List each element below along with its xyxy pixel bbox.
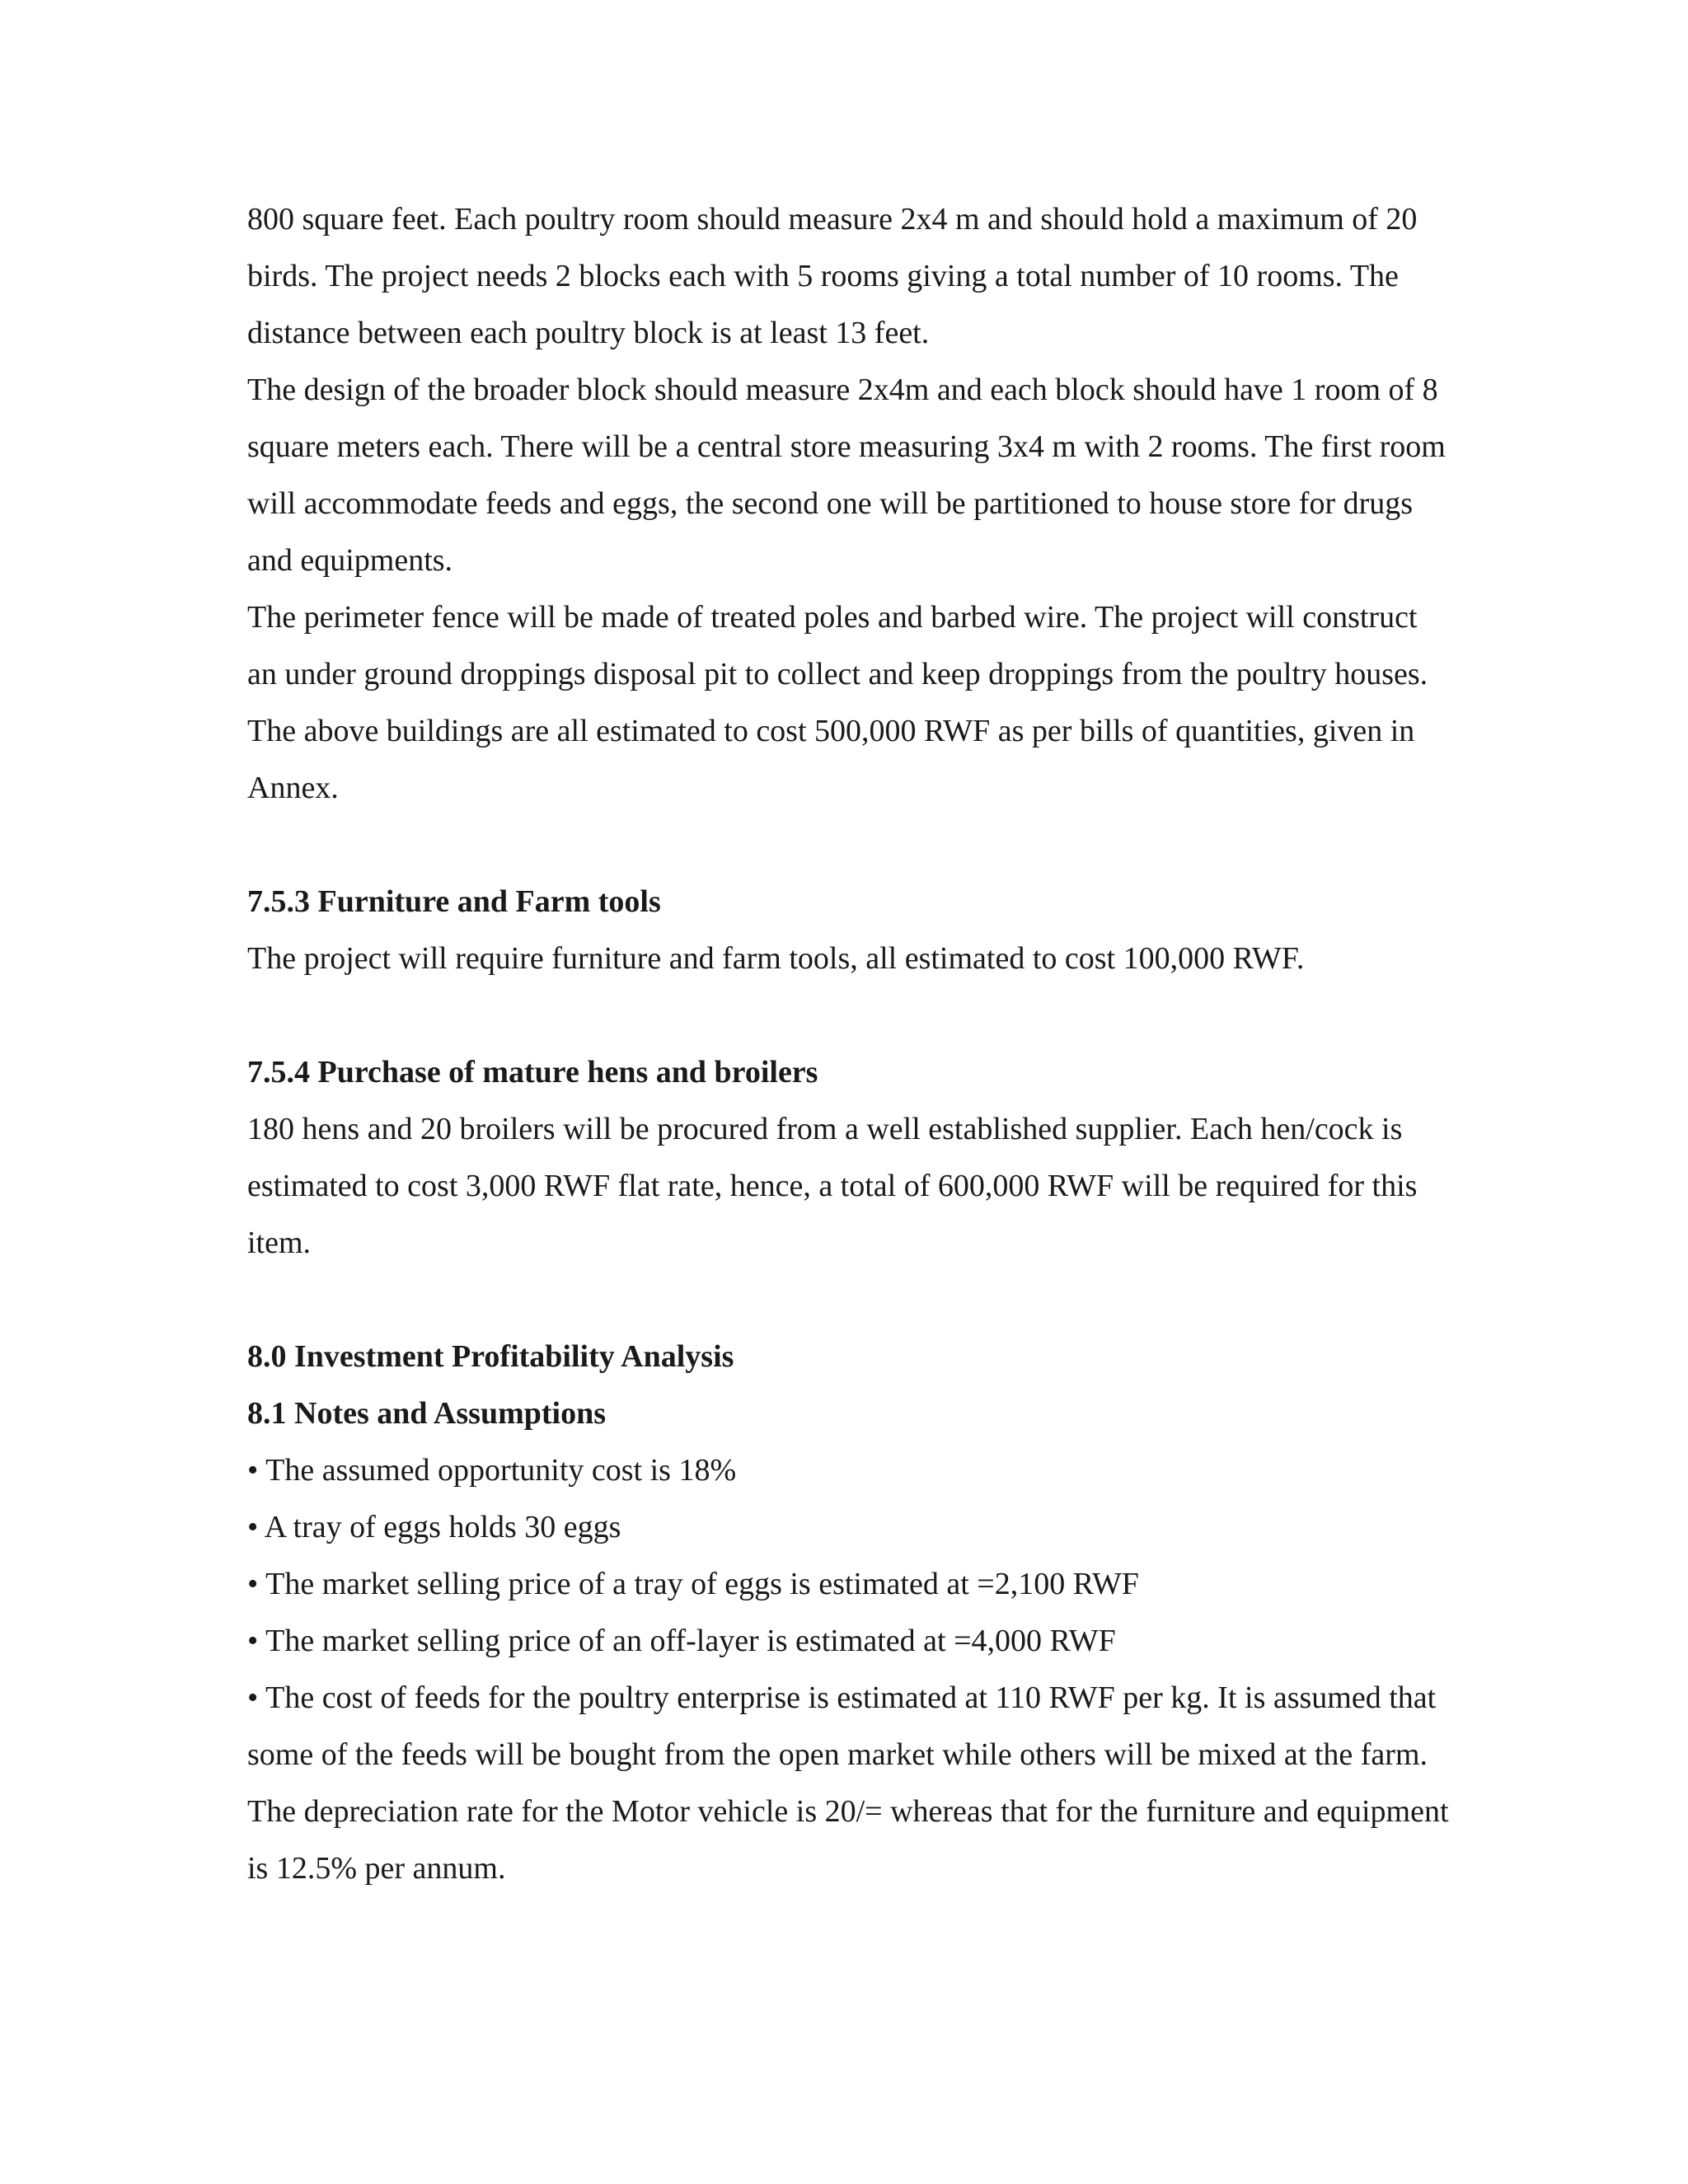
paragraph-broader-block: The design of the broader block should measure 2x4m and each block should have 1 room of 8 square meters each. There will be a central store measuring 3x4 m with 2 rooms. The first room will accommodate feeds and eggs, the second one will be partitioned to house store for drugs and equipments.: [247, 373, 1446, 578]
paragraph-furniture-tools: The project will require furniture and farm tools, all estimated to cost 100,000 RWF.: [247, 941, 1305, 976]
bullet-off-layer-price: • The market selling price of an off-layer is estimated at =4,000 RWF: [247, 1624, 1116, 1658]
heading-8-0: 8.0 Investment Profitability Analysis: [247, 1339, 734, 1374]
heading-7-5-3: 7.5.3 Furniture and Farm tools: [247, 884, 661, 919]
bullet-tray-eggs: • A tray of eggs holds 30 eggs: [247, 1510, 621, 1544]
spacer: [247, 817, 1451, 874]
paragraph-poultry-rooms: 800 square feet. Each poultry room should measure 2x4 m and should hold a maximum of 20 birds. The project needs 2 blocks each with 5 rooms giving a total number of 10 rooms. The distance between each poultry block is at least 13 feet.: [247, 202, 1418, 350]
paragraph-hens-broilers: 180 hens and 20 broilers will be procured from a well established supplier. Each hen/cock is estimated to cost 3,000 RWF flat rate, hence, a total of 600,000 RWF will be required for this item.: [247, 1112, 1418, 1260]
heading-7-5-4: 7.5.4 Purchase of mature hens and broilers: [247, 1055, 818, 1090]
paragraph-depreciation: The depreciation rate for the Motor vehicle is 20/= whereas that for the furniture and equipment is 12.5% per annum.: [247, 1794, 1449, 1886]
bullet-feed-cost: • The cost of feeds for the poultry enterprise is estimated at 110 RWF per kg. It is assumed that some of the feeds will be bought from the open market while others will be mixed at the farm.: [247, 1680, 1437, 1772]
bullet-tray-price: • The market selling price of a tray of eggs is estimated at =2,100 RWF: [247, 1567, 1139, 1601]
spacer: [247, 1272, 1451, 1329]
paragraph-perimeter-fence: The perimeter fence will be made of treated poles and barbed wire. The project will construct an under ground droppings disposal pit to collect and keep droppings from the poultry houses. The above buildings are all estimated to cost 500,000 RWF as per bills of quantities, given in Annex.: [247, 600, 1428, 805]
bullet-opportunity-cost: • The assumed opportunity cost is 18%: [247, 1453, 737, 1488]
heading-8-1: 8.1 Notes and Assumptions: [247, 1396, 606, 1431]
spacer: [247, 987, 1451, 1044]
document-page: [247, 191, 1451, 1897]
